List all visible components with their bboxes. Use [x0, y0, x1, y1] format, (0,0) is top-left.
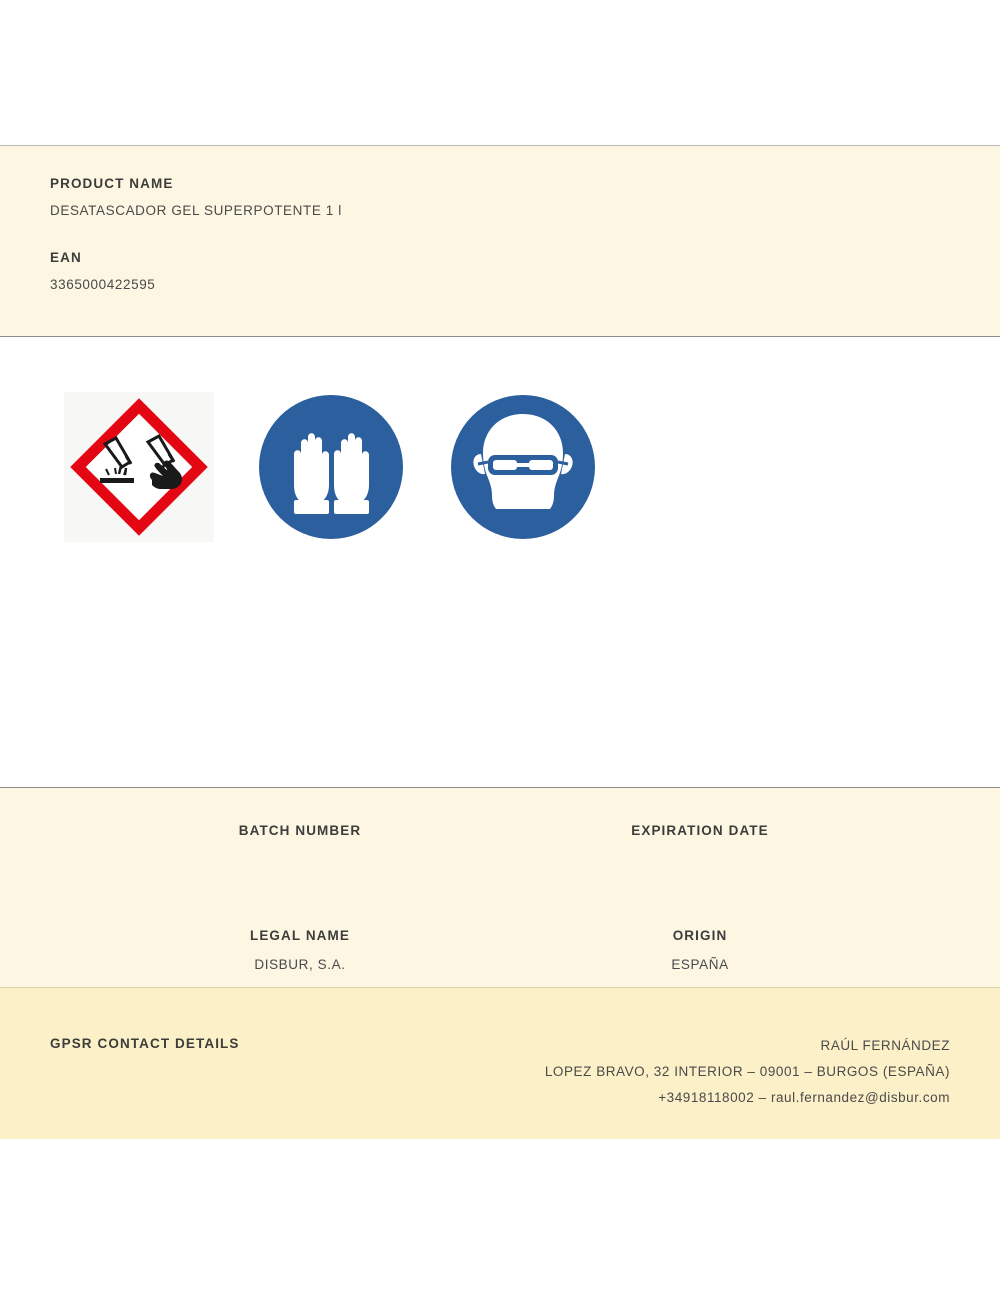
origin-label: ORIGIN: [672, 928, 728, 943]
spacer: [50, 218, 1000, 250]
batch-number-value: [150, 852, 450, 868]
legal-name-label: LEGAL NAME: [249, 928, 350, 943]
expiration-date-label: EXPIRATION DATE: [631, 823, 769, 838]
wear-eye-protection-icon: [448, 392, 598, 542]
batch-number-label: BATCH NUMBER: [238, 823, 362, 838]
info-grid: [0, 788, 1000, 973]
pictogram-row: [64, 392, 598, 542]
info-row-batch: [0, 823, 1000, 868]
goggles-icon-svg: [448, 392, 598, 542]
origin-cell: [550, 928, 850, 973]
origin-value: ESPAÑA: [671, 957, 729, 972]
info-row-legal: [0, 928, 1000, 973]
legal-name-cell: [150, 928, 450, 973]
ean-label: EAN: [50, 250, 82, 265]
gloves-icon-svg: [256, 392, 406, 542]
gpsr-contact-name: RAÚL FERNÁNDEZ: [820, 1038, 950, 1053]
legal-name-value: DISBUR, S.A.: [254, 957, 346, 972]
pictogram-band: [0, 337, 1000, 787]
gpsr-contact-block: [0, 987, 1000, 1139]
batch-legal-block: [0, 787, 1000, 987]
product-name-label: PRODUCT NAME: [50, 176, 174, 191]
wear-protective-gloves-icon: [256, 392, 406, 542]
gpsr-contact-address: LOPEZ BRAVO, 32 INTERIOR – 09001 – BURGOS (ESPAÑA): [544, 1064, 950, 1079]
expiration-date-cell: [550, 823, 850, 868]
batch-number-cell: [150, 823, 450, 868]
gpsr-contact-phone-email: +34918118002 – raul.fernandez@disbur.com: [658, 1090, 950, 1105]
ean-value: 3365000422595: [50, 277, 156, 292]
gpsr-contact-label: GPSR CONTACT DETAILS: [50, 1036, 240, 1051]
product-info-block: [0, 145, 1000, 337]
ghs-corrosive-svg: [64, 392, 214, 542]
expiration-date-value: [550, 852, 850, 868]
gpsr-contact-lines: [545, 1033, 950, 1111]
product-name-value: DESATASCADOR GEL SUPERPOTENTE 1 l: [50, 203, 342, 218]
ghs-corrosive-pictogram: [64, 392, 214, 542]
